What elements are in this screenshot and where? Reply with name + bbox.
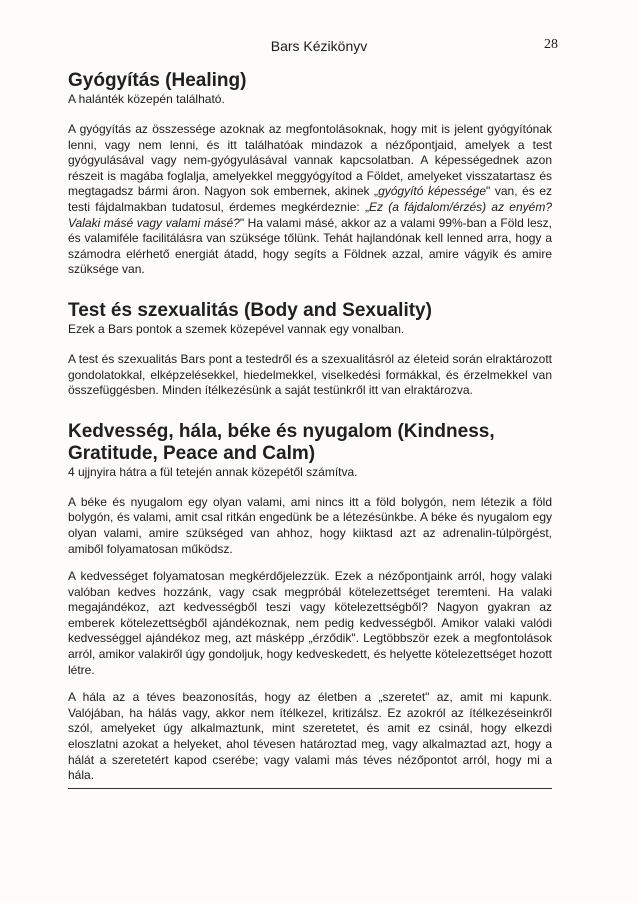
- paragraph: A gyógyítás az összessége azoknak az megfontolásoknak, hogy mit is jelent gyógyítónak lenni, vagy nem lenni, és itt találhatóak mindazok a nézőpontjaid, amelyek a test gyógyulásával vagy nem-gyógyulásával vannak kapcsolatban. A képességednek azon részeit is magába foglalja, amelyekkel meggyógyítod a Földet, amelyeket visszatartasz és megtagadsz bármi áron. Nagyon sok embernek, akinek „gyógyító képessége" van, és ez testi fájdalmakban tudatosul, érdemes megkérdeznie: „Ez (a fájdalom/érzés) az enyém? Valaki másé vagy valami másé?" Ha valami másé, akkor az a valami 99%-ban a Föld lesz, és valamiféle facilitálásra van szüksége tőlünk. Tehát hajlandónak kell lenned arra, hogy a számodra elérhető energiát átadd, hogy segíts a Földnek azzal, amire vágyik és amire szüksége van.: [68, 122, 552, 277]
- section-kindness-gratitude: [68, 421, 552, 784]
- section-title: Test és szexualitás (Body and Sexuality): [68, 299, 432, 321]
- page-content: [68, 70, 552, 806]
- section-body-sexuality: [68, 300, 552, 399]
- footer-divider: [68, 788, 552, 789]
- page-number: 28: [544, 37, 558, 52]
- paragraph: A béke és nyugalom egy olyan valami, ami nincs itt a föld bolygón, nem létezik a föld bolygón, és valami, amit csal ritkán engedünk be a létezésünkbe. A béke és nyugalom egy olyan valami, amire szükséged van ahhoz, hogy kiiktasd azt az adrenalin-túlpörgést, amiből folyamatosan működsz.: [68, 494, 552, 556]
- section-healing: [68, 70, 552, 278]
- page-header-title: Bars Kézikönyv: [270, 38, 368, 54]
- paragraph: A hála az a téves beazonosítás, hogy az életben a „szeretet" az, amit mi kapunk. Valójában, ha hálás vagy, akkor nem ítélkezel, kritizálsz. Ez azokról az ítélkezéseinkről szól, amelyeket úgy alkalmaztunk, mint szeretetet, és amit ez csinál, hogy elkezdi eloszlatni azokat a helyeket, ahol tévesen határoztad meg, vagy alkalmaztad azt, hogy a hálát a szeretetért kapod cserébe; vagy valami más téves nézőpontot arról, hogy mi a hála.: [68, 690, 552, 783]
- section-title: Gyógyítás (Healing): [68, 70, 247, 91]
- paragraph: A kedvességet folyamatosan megkérdőjelezzük. Ezek a nézőpontjaink arról, hogy valaki valóban kedves hozzánk, vagy csak megpróbál kötelezettséget teremteni. Ha valaki megajándékoz, azt kedvességből teszi vagy kötelezettségből? Nagyon gyakran az emberek kötelezettségből ajándékoznak, nem pedig kedvességből. Amikor valaki valódi kedvességgel ajándékoz meg, azt másképp „érződik". Legtöbbször ezek a megfontolások arról, amikor valakiről úgy gondoljuk, hogy kedveskedett, és helyette kötelezettséget hozott létre.: [68, 569, 552, 677]
- section-location: 4 ujjnyira hátra a fül tetején annak közepétől számítva.: [68, 464, 358, 479]
- section-location: A halánték közepén található.: [68, 92, 225, 106]
- paragraph: A test és szexualitás Bars pont a testedről és a szexualitásról az életeid során elraktározott gondolatokkal, elképzelésekkel, hiedelmekkel, viselkedési formákkal, és érzelmekkel van összefüggésben. Minden ítélkezésünk a saját testünkről itt van elraktározva.: [68, 351, 552, 398]
- section-title: Kedvesség, hála, béke és nyugalom (Kindness, Gratitude, Peace and Calm): [68, 420, 495, 464]
- section-location: Ezek a Bars pontok a szemek közepével vannak egy vonalban.: [68, 321, 405, 336]
